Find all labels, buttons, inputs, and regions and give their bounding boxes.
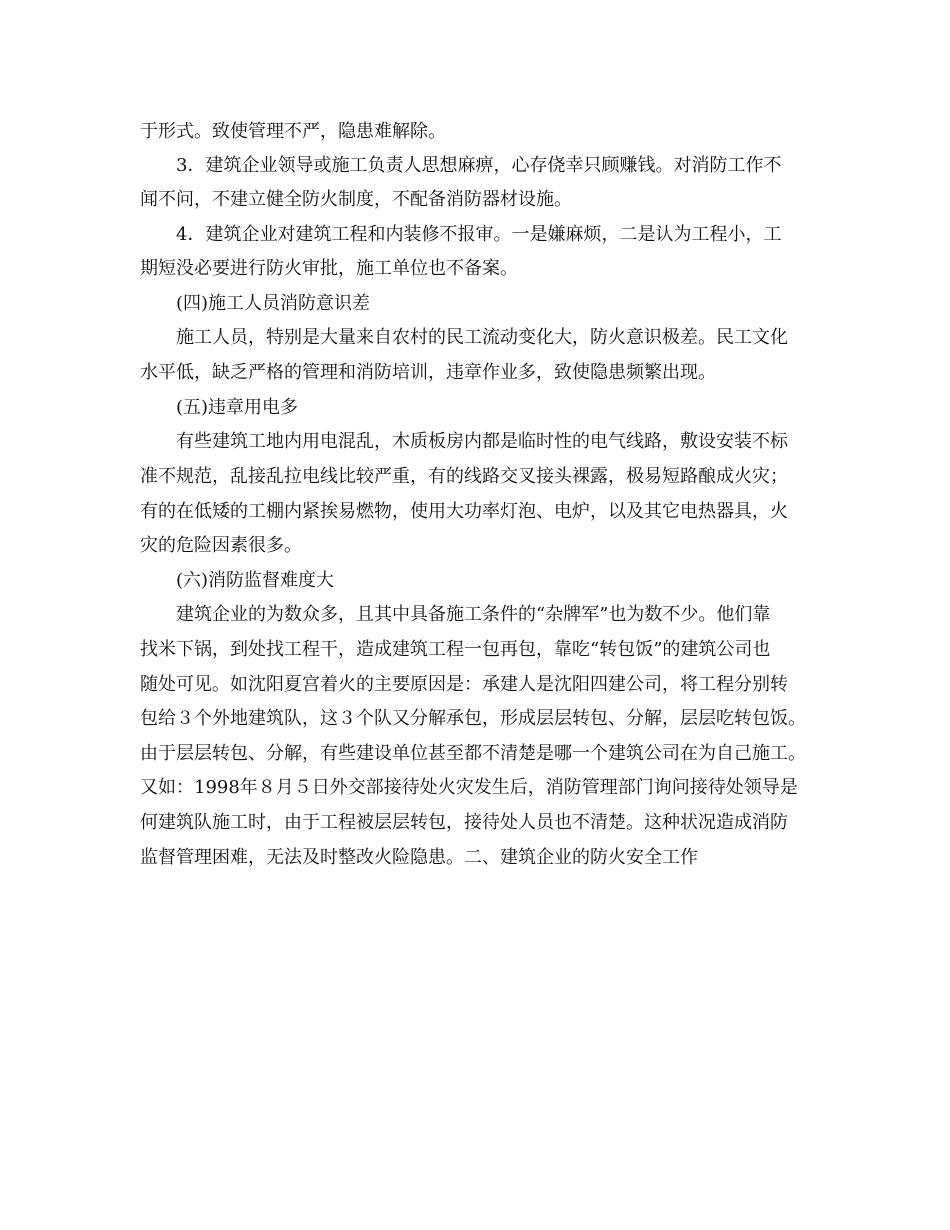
body-text-line: 水平低，缺乏严格的管理和消防培训，违章作业多，致使隐患频繁出现。 xyxy=(140,362,716,383)
body-text-line: 由于层层转包、分解，有些建设单位甚至都不清楚是哪一个建筑公司在为自己施工。 xyxy=(140,743,806,764)
body-text-line: 期短没必要进行防火审批，施工单位也不备案。 xyxy=(140,258,518,279)
body-text-line: 闻不问，不建立健全防火制度，不配备消防器材设施。 xyxy=(140,189,572,210)
body-text-line: 找米下锅，到处找工程干，造成建筑工程一包再包，靠吃“转包饭”的建筑公司也 xyxy=(140,639,771,660)
body-text-line: 4．建筑企业对建筑工程和内装修不报审。一是嫌麻烦，二是认为工程小，工 xyxy=(176,224,782,245)
body-text-line: 包给３个外地建筑队，这３个队又分解承包，形成层层转包、分解，层层吃转包饭。 xyxy=(140,708,806,729)
body-text-line: 于形式。致使管理不严，隐患难解除。 xyxy=(140,121,446,142)
body-text-line: 施工人员，特别是大量来自农村的民工流动变化大，防火意识极差。民工文化 xyxy=(176,327,788,348)
section-heading: (四)施工人员消防意识差 xyxy=(176,293,371,314)
body-text-line: 有些建筑工地内用电混乱，木质板房内都是临时性的电气线路，敷设安装不标 xyxy=(176,431,788,452)
body-text-line: 建筑企业的为数众多，且其中具备施工条件的“杂牌军”也为数不少。他们靠 xyxy=(176,604,771,625)
body-text-line: 何建筑队施工时，由于工程被层层转包，接待处人员也不清楚。这种状况造成消防 xyxy=(140,812,788,833)
body-text-line: 准不规范，乱接乱拉电线比较严重，有的线路交叉接头裸露，极易短路酿成火灾； xyxy=(140,466,788,487)
body-text-line: 3．建筑企业领导或施工负责人思想麻痹，心存侥幸只顾赚钱。对消防工作不 xyxy=(176,155,782,176)
body-text-line: 随处可见。如沈阳夏宫着火的主要原因是：承建人是沈阳四建公司，将工程分别转 xyxy=(140,674,788,695)
section-heading: (五)违章用电多 xyxy=(176,397,299,418)
section-heading: (六)消防监督难度大 xyxy=(176,570,335,591)
body-text-line: 监督管理困难，无法及时整改火险隐患。二、建筑企业的防火安全工作 xyxy=(140,847,698,868)
body-text-line: 有的在低矮的工棚内紧挨易燃物，使用大功率灯泡、电炉，以及其它电热器具，火 xyxy=(140,501,788,522)
body-text-line: 又如：1998年８月５日外交部接待处火灾发生后，消防管理部门询问接待处领导是 xyxy=(140,777,798,798)
body-text-line: 灾的危险因素很多。 xyxy=(140,535,302,556)
